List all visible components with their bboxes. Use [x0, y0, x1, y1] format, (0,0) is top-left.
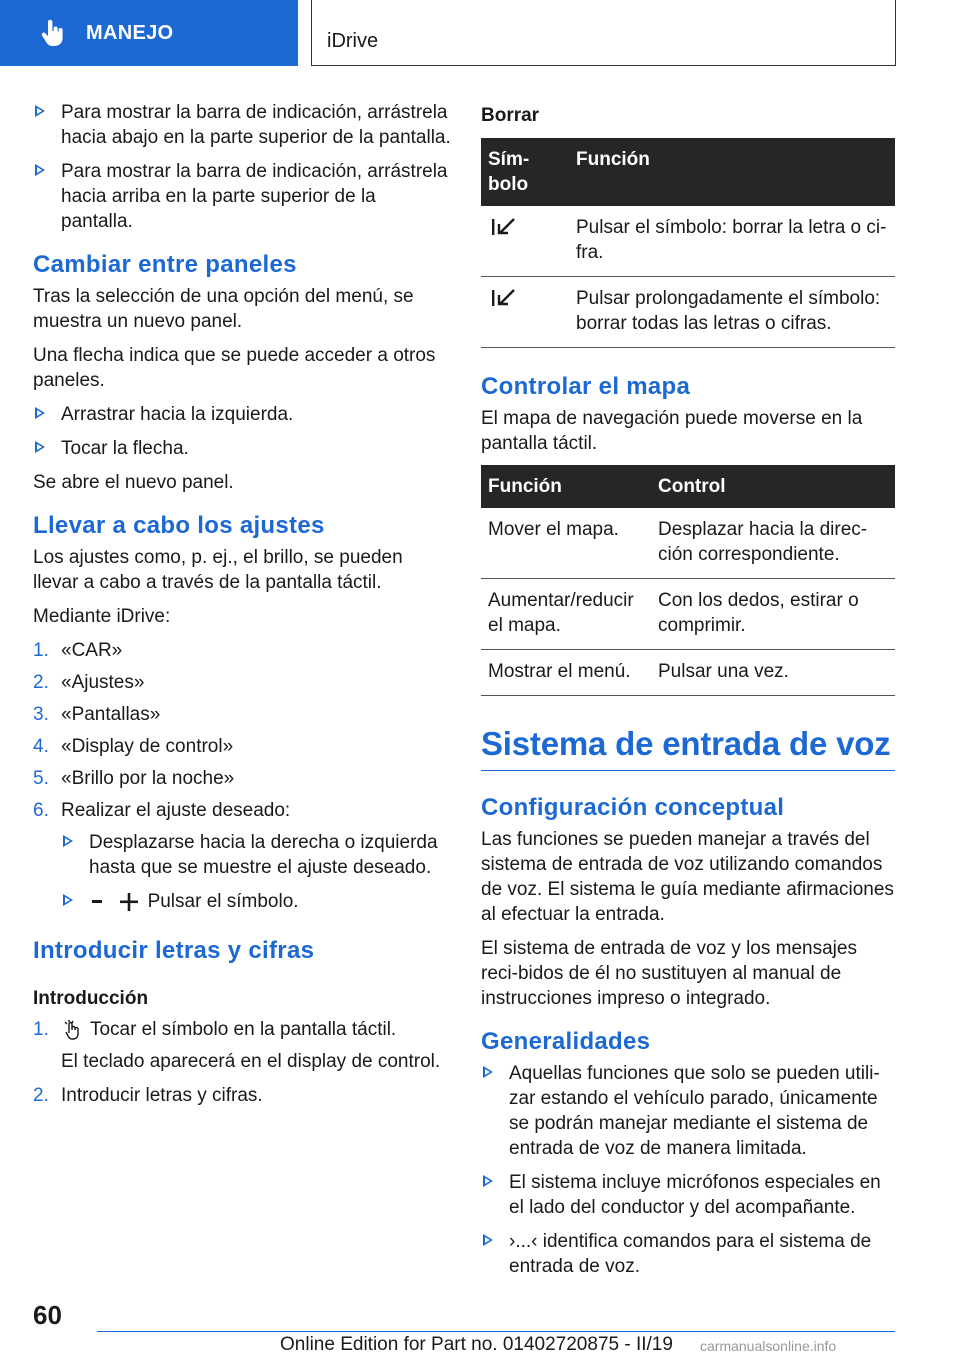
- table-header-row: [481, 138, 895, 206]
- triangle-bullet-icon: [35, 441, 45, 453]
- left-column: [33, 100, 451, 1115]
- table-cell: [481, 277, 569, 348]
- list-item: Tocar la flecha.: [33, 436, 451, 461]
- list-item: El sistema incluye micrófonos especiales en el lado del conductor y del acompañante.: [481, 1170, 895, 1220]
- triangle-bullet-icon: [483, 1175, 493, 1187]
- triangle-bullet-icon: [63, 835, 73, 847]
- step-item: 1. «CAR»: [33, 640, 123, 661]
- section-heading-mapa: Controlar el mapa: [481, 373, 691, 400]
- backspace-arrow-icon: [488, 215, 518, 239]
- paragraph: Los ajustes como, p. ej., el brillo, se pueden llevar a cabo a través de la pantalla táctil.: [33, 547, 403, 593]
- list-item: Pulsar el símbolo.: [61, 889, 451, 914]
- table-cell: Mostrar el menú.: [481, 650, 651, 696]
- hand-touch-icon: [38, 18, 68, 48]
- page-number: 60: [33, 1300, 62, 1330]
- section-heading-letras: Introducir letras y cifras: [33, 937, 315, 964]
- mapa-table: [481, 465, 895, 696]
- minus-icon: [89, 892, 111, 912]
- chapter-box: [311, 0, 896, 66]
- section-heading-cambiar: Cambiar entre paneles: [33, 251, 297, 278]
- triangle-bullet-icon: [483, 1234, 493, 1246]
- table-cell: Con los dedos, estirar o comprimir.: [651, 579, 895, 650]
- table-header-cell: Control: [651, 465, 895, 508]
- touch-hand-icon: [61, 1019, 85, 1041]
- table-cell: Mover el mapa.: [481, 508, 651, 579]
- borrar-table: [481, 138, 895, 348]
- table-cell: Aumentar/reducir el mapa.: [481, 579, 651, 650]
- backspace-arrow-icon: [488, 286, 518, 310]
- triangle-bullet-icon: [35, 407, 45, 419]
- step-item: 2. «Ajustes»: [33, 672, 145, 693]
- table-cell: [481, 206, 569, 277]
- step-item: 4. «Display de control»: [33, 736, 234, 757]
- paragraph: Mediante iDrive:: [33, 606, 171, 627]
- section-label: MANEJO: [86, 21, 174, 44]
- list-item: Aquellas funciones que solo se pueden utili-zar estando el vehículo parado, únicamente se podrán manejar mediante el sistema de entrada de voz de manera limitada.: [481, 1061, 895, 1161]
- list-item: Desplazarse hacia la derecha o izquierda hasta que se muestre el ajuste deseado.: [61, 830, 451, 880]
- table-row: [481, 650, 895, 696]
- paragraph: Las funciones se pueden manejar a través del sistema de entrada de voz utilizando comandos de voz. El sistema le guía mediante afirmaciones al efectuar la entrada.: [481, 829, 894, 925]
- subheading-introduccion: Introducción: [33, 988, 149, 1009]
- triangle-bullet-icon: [63, 894, 73, 906]
- chapter-label: iDrive: [327, 30, 379, 52]
- page-header: [0, 0, 960, 66]
- table-cell: Desplazar hacia la direc-ción correspondiente.: [651, 508, 895, 579]
- table-header-cell: Función: [481, 465, 651, 508]
- paragraph: El sistema de entrada de voz y los mensajes reci-bidos de él no sustituyen al manual de instrucciones impreso o integrado.: [481, 938, 857, 1009]
- table-row: [481, 579, 895, 650]
- paragraph: El teclado aparecerá en el display de control.: [61, 1051, 441, 1072]
- table-header-cell: Función: [569, 138, 895, 206]
- step-item: 2. Introducir letras y cifras.: [33, 1085, 263, 1106]
- paragraph: El mapa de navegación puede moverse en la pantalla táctil.: [481, 408, 863, 454]
- paragraph: Tras la selección de una opción del menú, se muestra un nuevo panel.: [33, 286, 414, 332]
- right-column: [481, 100, 895, 1288]
- triangle-bullet-icon: [35, 105, 45, 117]
- step-item: 5. «Brillo por la noche»: [33, 768, 235, 789]
- chapter-heading-voz: Sistema de entrada de voz: [481, 724, 895, 771]
- table-cell: Pulsar el símbolo: borrar la letra o ci-fra.: [569, 206, 895, 277]
- step-item: 1. Tocar el símbolo en la pantalla táctil.: [33, 1019, 397, 1040]
- section-tab: [0, 0, 298, 66]
- list-item: Arrastrar hacia la izquierda.: [33, 402, 451, 427]
- table-row: [481, 277, 895, 348]
- paragraph: Se abre el nuevo panel.: [33, 472, 234, 493]
- list-item: Para mostrar la barra de indicación, arrástrela hacia arriba en la parte superior de la pantalla.: [33, 159, 451, 234]
- list-item: ›...‹ identifica comandos para el sistema de entrada de voz.: [481, 1229, 895, 1279]
- section-heading-concepto: Configuración conceptual: [481, 794, 785, 821]
- table-row: [481, 206, 895, 277]
- footer-divider: [97, 1331, 895, 1332]
- step-item: 6. Realizar el ajuste deseado:: [33, 800, 291, 821]
- table-row: [481, 508, 895, 579]
- plus-icon: [116, 892, 142, 912]
- triangle-bullet-icon: [483, 1066, 493, 1078]
- paragraph: Una flecha indica que se puede acceder a otros paneles.: [33, 345, 436, 391]
- subheading-borrar: Borrar: [481, 105, 540, 126]
- footer-edition: Online Edition for Part no. 01402720875 - II/19: [280, 1334, 673, 1355]
- step-item: 3. «Pantallas»: [33, 704, 161, 725]
- section-heading-generalidades: Generalidades: [481, 1028, 651, 1055]
- table-header-row: [481, 465, 895, 508]
- watermark: carmanualsonline.info: [700, 1338, 837, 1354]
- table-cell: Pulsar prolongadamente el símbolo: borrar todas las letras o cifras.: [569, 277, 895, 348]
- table-header-cell: Sím- bolo: [481, 138, 569, 206]
- triangle-bullet-icon: [35, 164, 45, 176]
- table-cell: Pulsar una vez.: [651, 650, 895, 696]
- section-heading-ajustes: Llevar a cabo los ajustes: [33, 512, 325, 539]
- list-item: Para mostrar la barra de indicación, arrástrela hacia abajo en la parte superior de la pantalla.: [33, 100, 451, 150]
